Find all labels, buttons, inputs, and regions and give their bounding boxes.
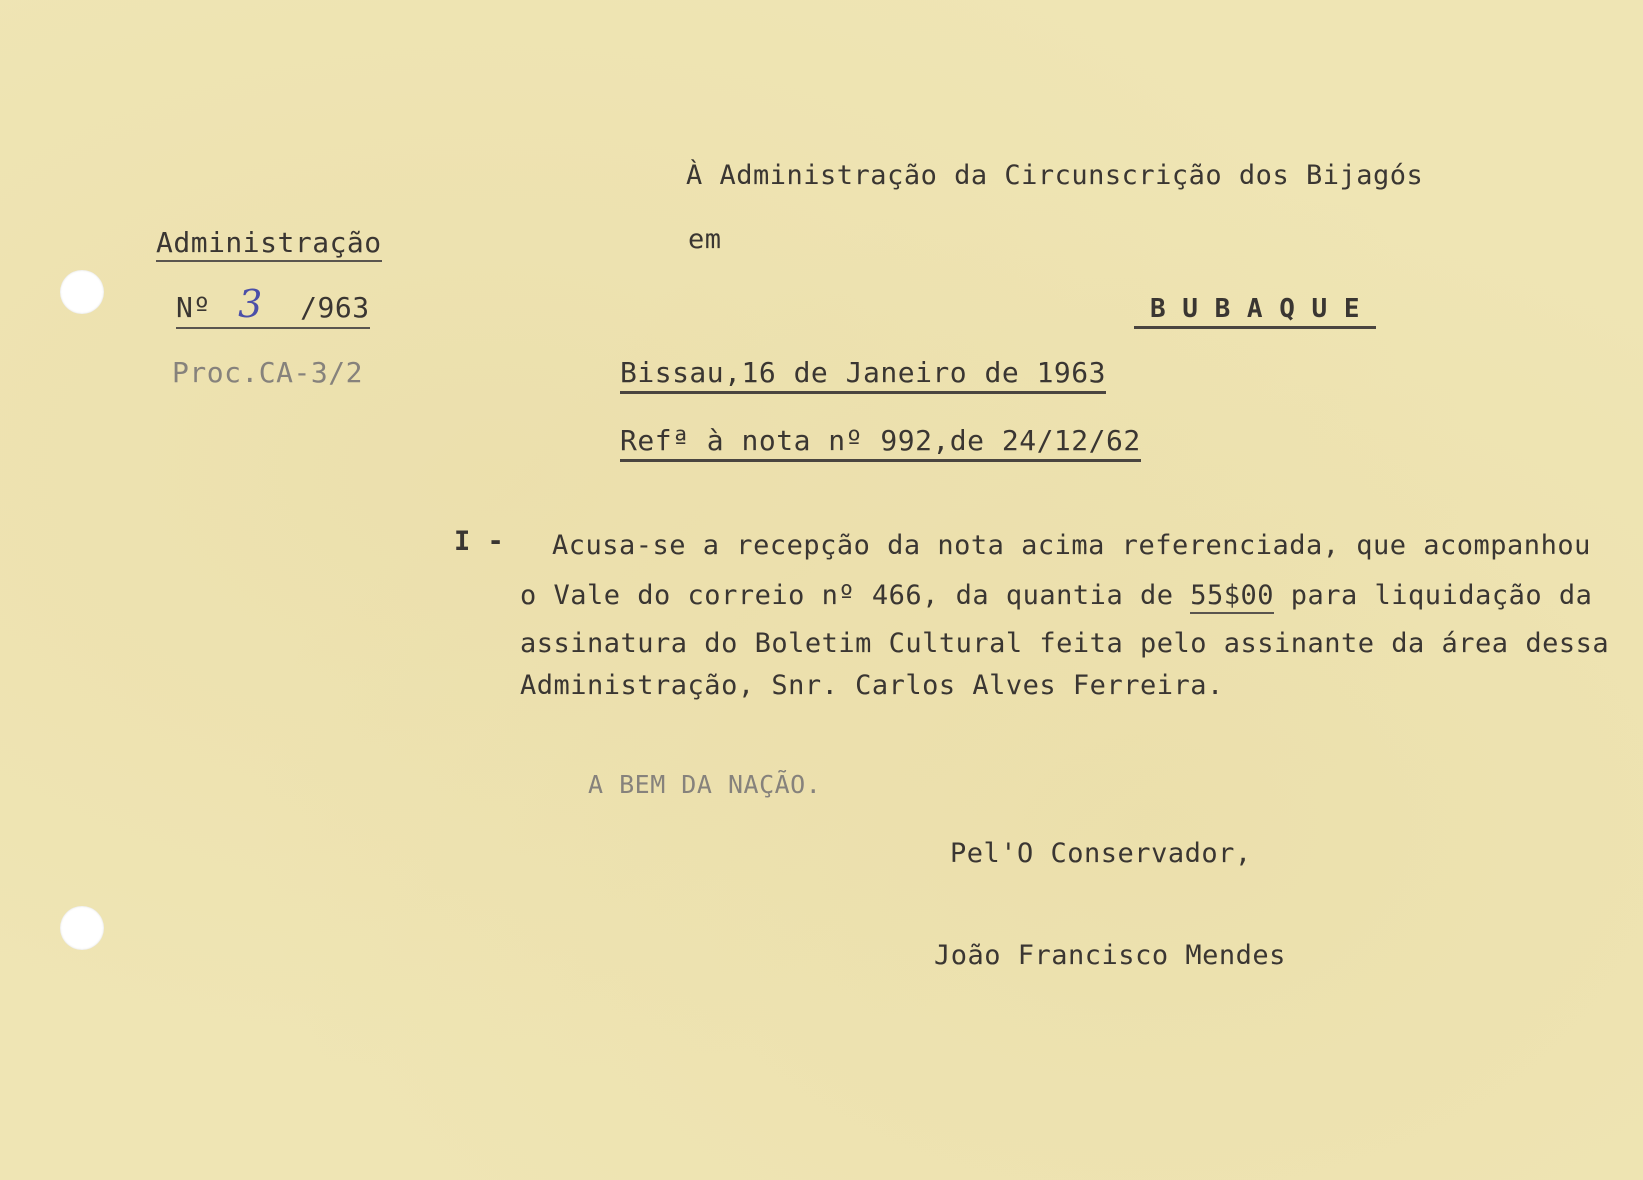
punch-hole-bottom — [60, 906, 104, 950]
addressee-em: em — [688, 224, 722, 255]
document-number — [176, 282, 370, 329]
signatory-name: João Francisco Mendes — [934, 940, 1286, 971]
number-prefix: Nº — [176, 291, 211, 324]
signoff: Pel'O Conservador, — [950, 838, 1252, 869]
body-line-2 — [520, 580, 1592, 611]
body-line-3: assinatura do Boletim Cultural feita pelo assinante da área dessa — [520, 628, 1610, 659]
reference-line: Refª à nota nº 992,de 24/12/62 — [620, 424, 1141, 462]
number-year: /963 — [300, 291, 370, 324]
body-line-4: Administração, Snr. Carlos Alves Ferreira. — [520, 670, 1224, 701]
closing-salutation: A BEM DA NAÇÃO. — [588, 770, 822, 799]
handwritten-number: 3 — [238, 282, 263, 326]
process-reference: Proc.CA-3/2 — [172, 356, 363, 389]
body-line-2-pre: o Vale do correio nº 466, da quantia de — [520, 580, 1191, 611]
amount: 55$00 — [1190, 580, 1274, 614]
body-line-1: Acusa-se a recepção da nota acima referenciada, que acompanhou — [552, 530, 1591, 561]
dateline: Bissau,16 de Janeiro de 1963 — [620, 356, 1106, 394]
paragraph-marker: I - — [454, 526, 505, 557]
addressee-place: B U B A Q U E — [1134, 294, 1376, 329]
office-label: Administração — [156, 226, 382, 262]
punch-hole-top — [60, 270, 104, 314]
addressee-line: À Administração da Circunscrição dos Bijagós — [686, 160, 1424, 191]
body-line-2-post: para liquidação da — [1274, 580, 1593, 611]
